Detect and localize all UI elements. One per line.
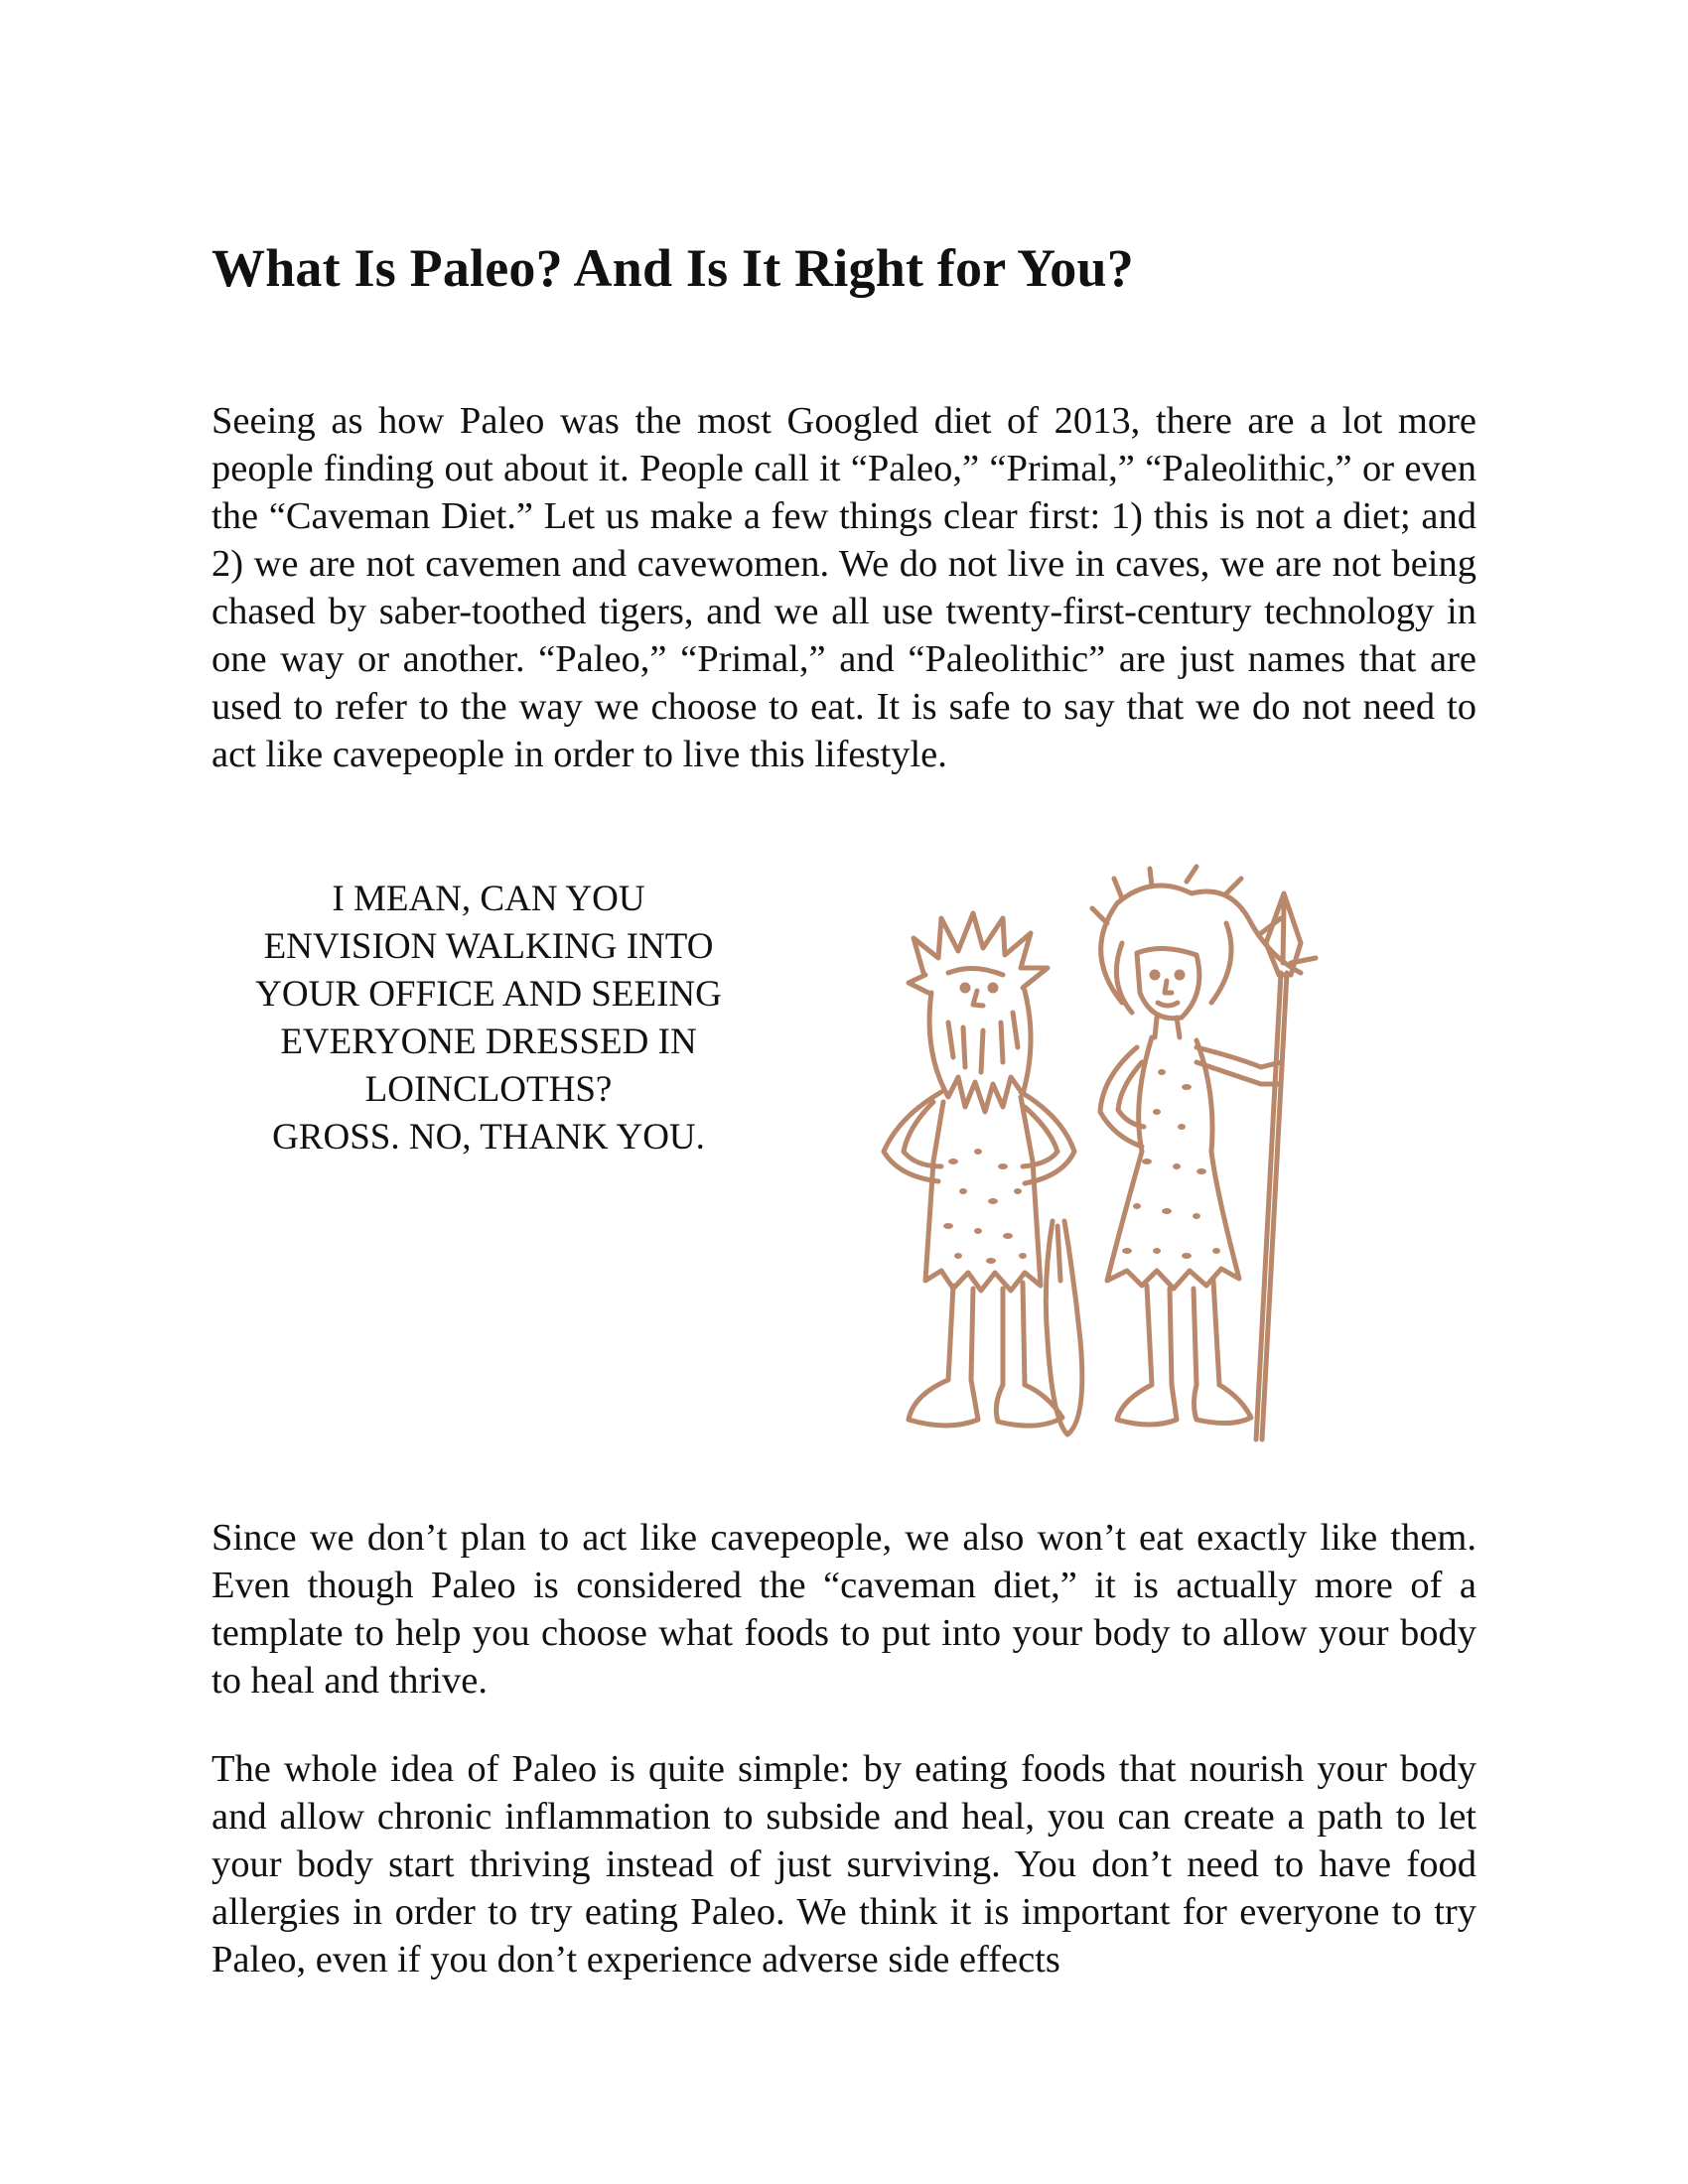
pull-quote-line: EVERYONE DRESSED IN [280,1022,697,1062]
cavewoman-figure [1092,867,1316,1439]
pull-quote-line: ENVISION WALKING INTO [263,926,714,967]
pull-quote-line: LOINCLOTHS? [364,1069,613,1110]
page-title: What Is Paleo? And Is It Right for You? [211,238,1134,298]
body-paragraph: The whole idea of Paleo is quite simple: by eating foods that nourish your body and allow chronic inflammation to subside and heal, you can create a path to let your body start thriving instead of just surviving. You don’t need to have food allergies in order to try eating Paleo. We think it is important for everyone to try Paleo, even if you don’t experience adverse side effects [211,1748,1477,1980]
caveman-and-cavewoman-illustration [854,864,1489,1449]
pull-quote-line: GROSS. NO, THANK YOU. [272,1117,705,1158]
pull-quote-line: I MEAN, CAN YOU [332,879,645,919]
body-paragraph: Since we don’t plan to act like cavepeople, we also won’t eat exactly like them. Even though Paleo is considered the “caveman diet,” it is actually more of a template to help you choose what foods to put into your body to allow your body to heal and thrive. [211,1517,1477,1702]
pull-quote-line: YOUR OFFICE AND SEEING [255,974,722,1015]
body-paragraph: Seeing as how Paleo was the most Googled diet of 2013, there are a lot more people finding out about it. People call it “Paleo,” “Primal,” “Paleolithic,” or even the “Caveman Diet.” Let us make a few things clear first: 1) this is not a diet; and 2) we are not cavemen and cavewomen. We do not live in caves, we are not being chased by saber-toothed tigers, and we all use twenty-first-century technology in one way or another. “Paleo,” “Primal,” and “Paleolithic” are just names that are used to refer to the way we choose to eat. It is safe to say that we do not need to act like cavepeople in order to live this lifestyle. [211,400,1477,775]
pull-quote [211,876,767,1161]
caveman-figure [884,913,1082,1434]
